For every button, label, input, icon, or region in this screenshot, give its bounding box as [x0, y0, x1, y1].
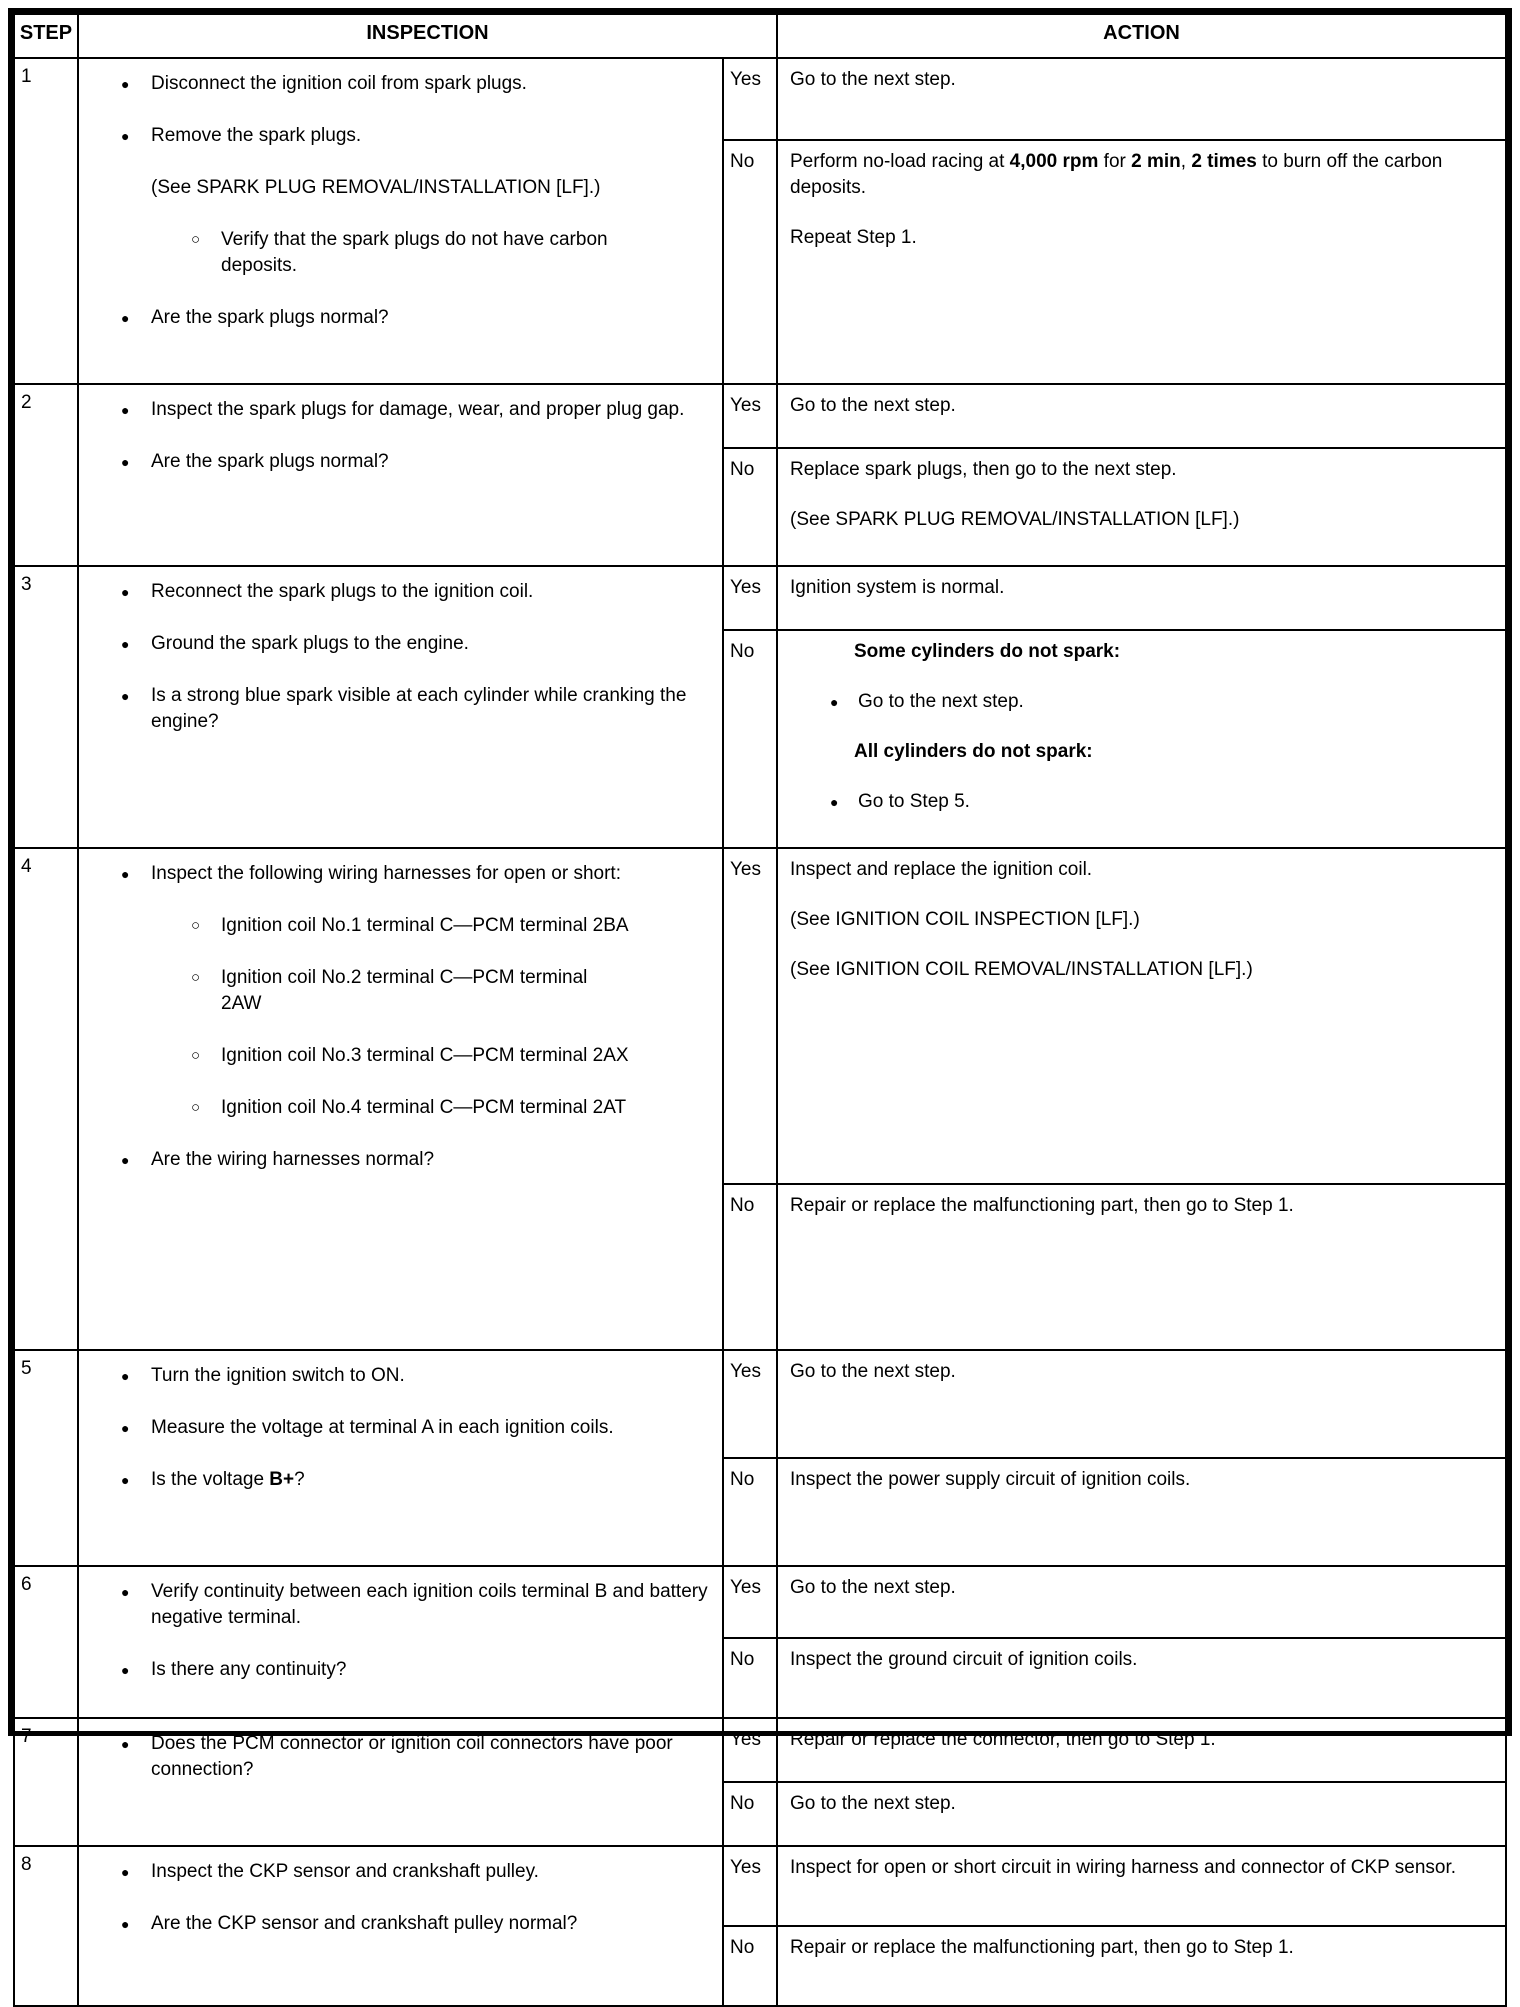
action-yes-cell	[777, 1350, 1506, 1458]
bullet-icon: ●	[121, 1662, 130, 1678]
no-label: No	[730, 1195, 755, 1216]
inspection-text: Inspect the CKP sensor and crankshaft pulley.	[151, 1861, 539, 1882]
no-cell	[723, 1926, 777, 2006]
bullet-icon: ●	[830, 794, 839, 810]
no-label: No	[730, 151, 755, 172]
list-item	[830, 689, 1493, 715]
bullet-icon: ●	[121, 1152, 130, 1168]
action-yes-cell	[777, 1718, 1506, 1782]
action-text: Go to the next step.	[858, 691, 1024, 712]
no-label: No	[730, 459, 755, 480]
action-no-cell	[777, 140, 1506, 384]
see-reference: (See IGNITION COIL REMOVAL/INSTALLATION [LF].)	[790, 959, 1253, 980]
inspection-text: Are the spark plugs normal?	[151, 307, 389, 328]
table-row	[14, 384, 1506, 448]
step-number-cell	[14, 384, 78, 566]
action-no-cell	[777, 1782, 1506, 1846]
no-cell	[723, 1458, 777, 1566]
list-item	[191, 227, 710, 279]
bullet-icon: ●	[121, 454, 130, 470]
bold-text: B+	[269, 1469, 295, 1490]
yes-cell	[723, 1846, 777, 1926]
see-reference: (See IGNITION COIL INSPECTION [LF].)	[790, 909, 1140, 930]
inspection-text: Disconnect the ignition coil from spark plugs.	[151, 73, 527, 94]
list-item	[121, 1911, 710, 1937]
yes-cell	[723, 566, 777, 630]
inspection-text: Inspect the spark plugs for damage, wear, and proper plug gap.	[151, 399, 685, 420]
list-item	[191, 1043, 710, 1069]
list-item	[121, 449, 710, 475]
sub-bullet-icon: ○	[191, 231, 201, 248]
table-frame	[8, 8, 1512, 1958]
bold-text: 2 times	[1191, 151, 1257, 172]
step-number-cell	[14, 566, 78, 848]
inspection-text: Verify continuity between each ignition coils terminal B and battery negative terminal.	[151, 1581, 708, 1628]
list-item	[121, 683, 710, 735]
inspection-text: Ignition coil No.4 terminal C—PCM terminal 2AT	[221, 1097, 627, 1118]
inspection-text: Ignition coil No.1 terminal C—PCM terminal 2BA	[221, 915, 629, 936]
yes-cell	[723, 1566, 777, 1638]
yes-cell	[723, 384, 777, 448]
inspection-text: Does the PCM connector or ignition coil connectors have poor connection?	[151, 1733, 673, 1780]
action-text: Repair or replace the connector, then go to Step 1.	[790, 1729, 1216, 1750]
inspection-cell	[78, 58, 723, 384]
header-inspection: INSPECTION	[78, 14, 777, 58]
step-number: 6	[21, 1574, 32, 1595]
bullet-icon: ●	[121, 1368, 130, 1384]
yes-label: Yes	[730, 395, 761, 416]
yes-label: Yes	[730, 69, 761, 90]
action-text: Go to the next step.	[790, 69, 956, 90]
action-text: Go to the next step.	[790, 1361, 956, 1382]
inspection-text: Ignition coil No.3 terminal C—PCM terminal 2AX	[221, 1045, 629, 1066]
inspection-text: Is a strong blue spark visible at each cylinder while cranking the engine?	[151, 685, 687, 732]
inspection-cell	[78, 848, 723, 1350]
inspection-cell	[78, 384, 723, 566]
action-heading: All cylinders do not spark:	[854, 741, 1093, 762]
see-reference: (See SPARK PLUG REMOVAL/INSTALLATION [LF].)	[790, 509, 1240, 530]
action-text: Inspect and replace the ignition coil.	[790, 859, 1093, 880]
sub-bullet-icon: ○	[191, 1099, 201, 1116]
action-yes-cell	[777, 1846, 1506, 1926]
action-text: Replace spark plugs, then go to the next step.	[790, 459, 1177, 480]
list-item	[121, 123, 710, 149]
inspection-cell	[78, 1846, 723, 2006]
action-heading: Some cylinders do not spark:	[854, 641, 1121, 662]
inspection-text: Are the spark plugs normal?	[151, 451, 389, 472]
sub-bullet-icon: ○	[191, 917, 201, 934]
bullet-icon: ●	[121, 866, 130, 882]
inspection-text: Is there any continuity?	[151, 1659, 347, 1680]
table-row	[14, 1566, 1506, 1638]
step-number-cell	[14, 848, 78, 1350]
step-number: 8	[21, 1854, 32, 1875]
action-yes-cell	[777, 384, 1506, 448]
no-cell	[723, 1184, 777, 1350]
bullet-icon: ●	[121, 402, 130, 418]
list-item	[121, 1579, 710, 1631]
action-text: Repeat Step 1.	[790, 227, 917, 248]
bold-text: 4,000 rpm	[1009, 151, 1099, 172]
step-number-cell	[14, 1846, 78, 2006]
step-number: 4	[21, 856, 32, 877]
step-number: 3	[21, 574, 32, 595]
list-item	[121, 579, 710, 605]
no-cell	[723, 1638, 777, 1718]
action-no-cell	[777, 448, 1506, 566]
action-text-part: to burn off the carbon deposits.	[790, 151, 1443, 198]
table-row	[14, 566, 1506, 630]
inspection-text: Are the wiring harnesses normal?	[151, 1149, 435, 1170]
step-number: 5	[21, 1358, 32, 1379]
action-yes-cell	[777, 848, 1506, 1184]
list-item	[121, 1467, 710, 1493]
action-no-cell	[777, 1184, 1506, 1350]
inspection-cell	[78, 1566, 723, 1718]
inspection-cell	[78, 1718, 723, 1846]
list-item	[121, 1363, 710, 1389]
action-text: Go to the next step.	[790, 1577, 956, 1598]
bullet-icon: ●	[121, 128, 130, 144]
action-text: Inspect the ground circuit of ignition coils.	[790, 1649, 1138, 1670]
step-number-cell	[14, 58, 78, 384]
bullet-icon: ●	[121, 1472, 130, 1488]
inspection-text: Turn the ignition switch to ON.	[151, 1365, 405, 1386]
action-text: Repair or replace the malfunctioning part, then go to Step 1.	[790, 1937, 1294, 1958]
troubleshooting-table	[13, 13, 1507, 2007]
step-number-cell	[14, 1566, 78, 1718]
action-text-part: Perform no-load racing at	[790, 151, 1010, 172]
list-item	[191, 913, 710, 939]
sub-bullet-icon: ○	[191, 1047, 201, 1064]
yes-cell	[723, 1718, 777, 1782]
inspection-text: Ignition coil No.2 terminal C—PCM terminal 2AW	[221, 967, 588, 1014]
yes-cell	[723, 1350, 777, 1458]
yes-cell	[723, 848, 777, 1184]
yes-label: Yes	[730, 859, 761, 880]
action-text: Go to the next step.	[790, 395, 956, 416]
bullet-icon: ●	[121, 584, 130, 600]
action-yes-cell	[777, 1566, 1506, 1638]
bullet-icon: ●	[121, 310, 130, 326]
inspection-text: Measure the voltage at terminal A in each ignition coils.	[151, 1417, 614, 1438]
table-row	[14, 58, 1506, 140]
bullet-icon: ●	[830, 694, 839, 710]
step-number: 1	[21, 66, 32, 87]
list-item	[121, 1147, 710, 1173]
see-reference: (See SPARK PLUG REMOVAL/INSTALLATION [LF].)	[151, 177, 601, 198]
header-action: ACTION	[777, 14, 1506, 58]
list-item	[191, 1095, 710, 1121]
action-yes-cell	[777, 58, 1506, 140]
no-cell	[723, 448, 777, 566]
bullet-icon: ●	[121, 1584, 130, 1600]
action-no-cell	[777, 630, 1506, 848]
inspection-text: Verify that the spark plugs do not have carbon deposits.	[221, 229, 608, 276]
no-cell	[723, 140, 777, 384]
step-number: 7	[21, 1726, 32, 1747]
bullet-icon: ●	[121, 636, 130, 652]
no-label: No	[730, 1937, 755, 1958]
table-row	[14, 848, 1506, 1184]
bullet-icon: ●	[121, 1420, 130, 1436]
action-yes-cell	[777, 566, 1506, 630]
inspection-text	[151, 1467, 710, 1493]
table-row	[14, 1718, 1506, 1782]
list-item	[191, 965, 710, 1017]
list-item	[121, 631, 710, 657]
list-item	[830, 789, 1493, 815]
bullet-icon: ●	[121, 76, 130, 92]
header-row	[14, 14, 1506, 58]
no-cell	[723, 1782, 777, 1846]
action-no-cell	[777, 1926, 1506, 2006]
no-label: No	[730, 641, 755, 662]
inspection-text-part: ?	[294, 1469, 305, 1490]
list-item	[121, 397, 710, 423]
sub-bullet-icon: ○	[191, 969, 201, 986]
action-text-part: ,	[1180, 151, 1192, 172]
step-number-cell	[14, 1718, 78, 1846]
action-text	[790, 149, 1493, 201]
yes-label: Yes	[730, 1857, 761, 1878]
inspection-text-part: Is the voltage	[151, 1469, 270, 1490]
no-label: No	[730, 1469, 755, 1490]
inspection-text: Are the CKP sensor and crankshaft pulley normal?	[151, 1913, 578, 1934]
action-no-cell	[777, 1638, 1506, 1718]
no-cell	[723, 630, 777, 848]
action-text: Inspect for open or short circuit in wiring harness and connector of CKP sensor.	[790, 1857, 1457, 1878]
inspection-cell	[78, 1350, 723, 1566]
action-text: Go to the next step.	[790, 1793, 956, 1814]
step-number: 2	[21, 392, 32, 413]
list-item	[121, 861, 710, 887]
no-label: No	[730, 1793, 755, 1814]
table-row	[14, 1350, 1506, 1458]
list-item	[121, 1657, 710, 1683]
inspection-text: Inspect the following wiring harnesses for open or short:	[151, 863, 621, 884]
yes-label: Yes	[730, 577, 761, 598]
bold-text: 2 min	[1131, 151, 1181, 172]
list-item	[121, 305, 710, 331]
list-item	[121, 1415, 710, 1441]
list-item	[121, 71, 710, 97]
action-text: Ignition system is normal.	[790, 577, 1005, 598]
table-row	[14, 1846, 1506, 1926]
yes-label: Yes	[730, 1361, 761, 1382]
action-text: Inspect the power supply circuit of ignition coils.	[790, 1469, 1191, 1490]
yes-label: Yes	[730, 1577, 761, 1598]
bullet-icon: ●	[121, 1864, 130, 1880]
header-step: STEP	[14, 14, 78, 58]
inspection-text: Remove the spark plugs.	[151, 125, 362, 146]
yes-cell	[723, 58, 777, 140]
inspection-text: Reconnect the spark plugs to the ignition coil.	[151, 581, 534, 602]
step-number-cell	[14, 1350, 78, 1566]
action-no-cell	[777, 1458, 1506, 1566]
bullet-icon: ●	[121, 688, 130, 704]
inspection-cell	[78, 566, 723, 848]
inspection-text: Ground the spark plugs to the engine.	[151, 633, 469, 654]
list-item	[121, 1731, 710, 1783]
yes-label: Yes	[730, 1729, 761, 1750]
action-text: Go to Step 5.	[858, 791, 970, 812]
list-item	[121, 1859, 710, 1885]
no-label: No	[730, 1649, 755, 1670]
bullet-icon: ●	[121, 1916, 130, 1932]
action-text-part: for	[1098, 151, 1132, 172]
action-text: Repair or replace the malfunctioning part, then go to Step 1.	[790, 1195, 1294, 1216]
bullet-icon: ●	[121, 1736, 130, 1752]
